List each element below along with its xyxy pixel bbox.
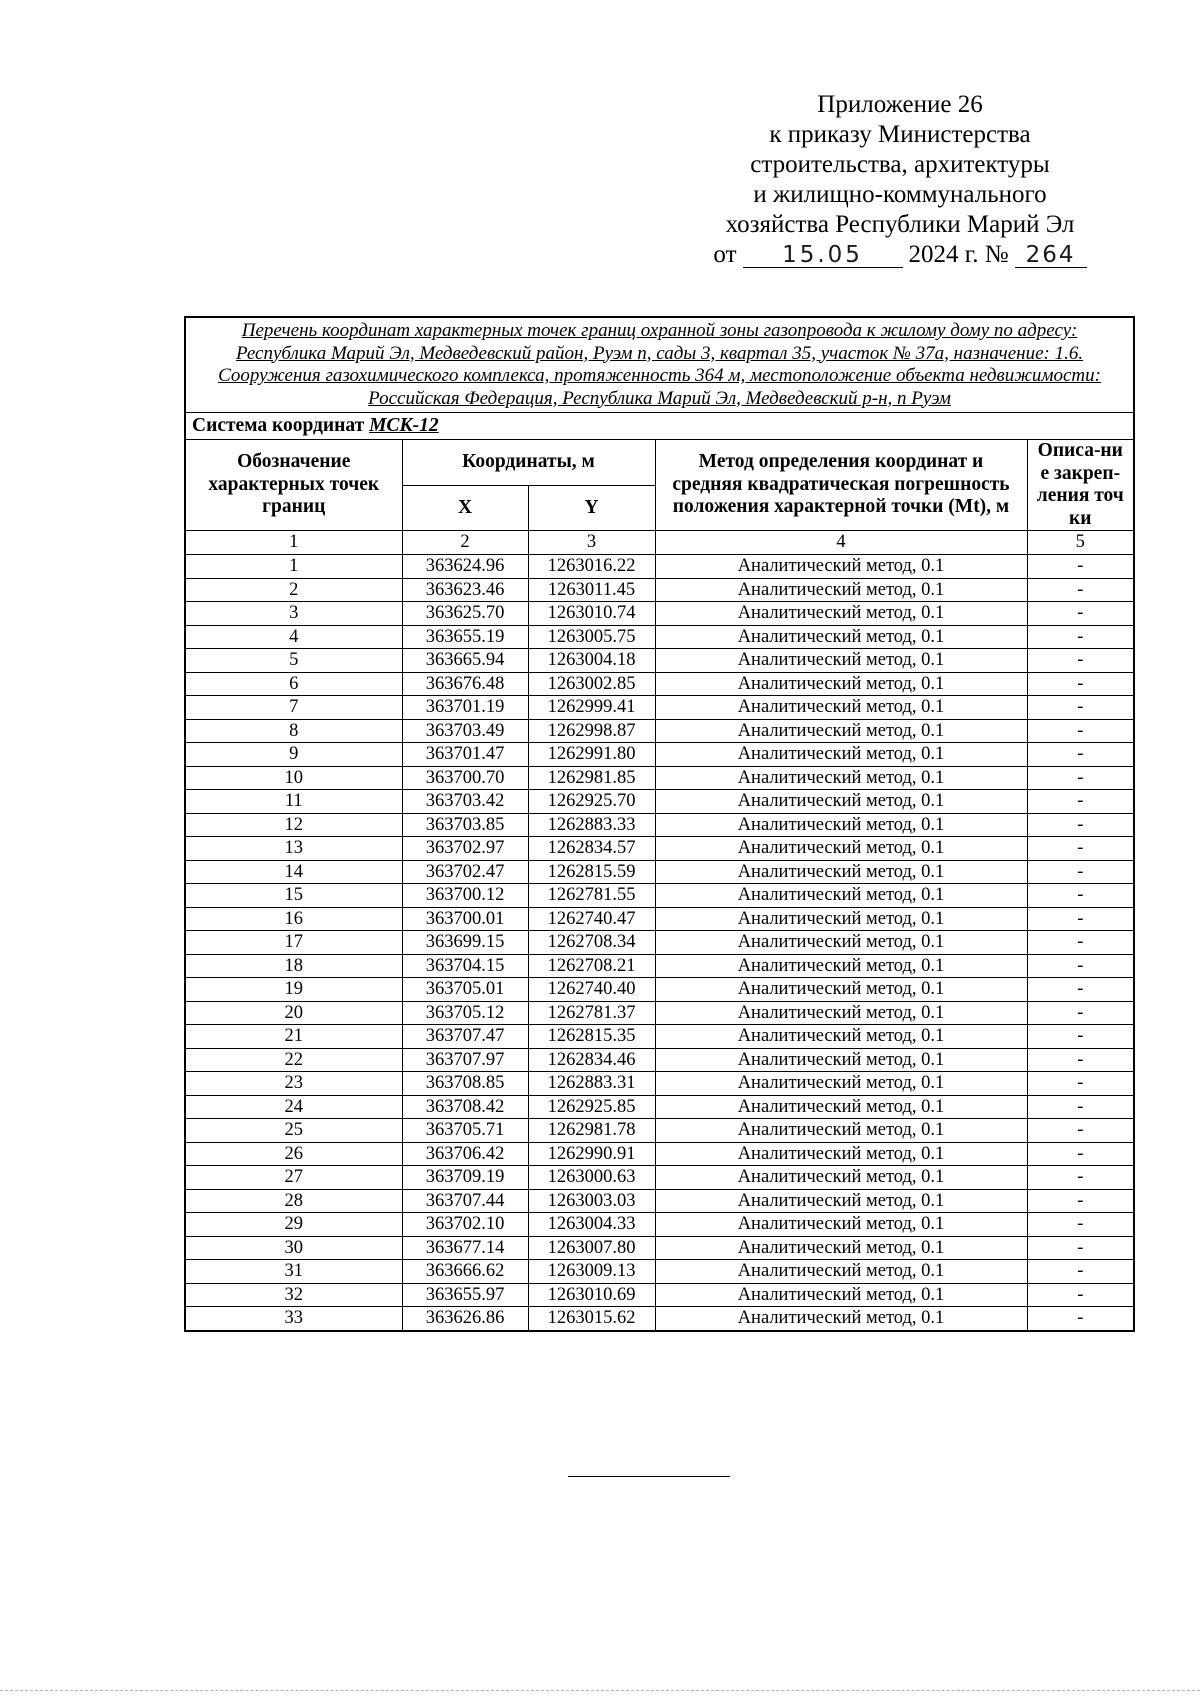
coordinates-table-body [185,555,1134,1331]
description-cell: - [1027,743,1134,767]
y-coordinate-cell: 1262990.91 [528,1142,655,1166]
point-id-cell: 4 [185,625,402,649]
point-id-cell: 9 [185,743,402,767]
method-cell: Аналитический метод, 0.1 [655,672,1027,696]
coordinate-system-row [185,413,1134,440]
point-id-cell: 33 [185,1307,402,1331]
x-coordinate-cell: 363706.42 [402,1142,528,1166]
description-cell: - [1027,578,1134,602]
scan-edge-line [0,1690,1200,1691]
column-number-row [185,531,1134,555]
x-coordinate-cell: 363700.01 [402,907,528,931]
y-coordinate-cell: 1262925.85 [528,1095,655,1119]
point-id-cell: 26 [185,1142,402,1166]
point-id-cell: 20 [185,1001,402,1025]
description-cell: - [1027,1283,1134,1307]
y-coordinate-cell: 1263005.75 [528,625,655,649]
table-row [185,1307,1134,1331]
table-row [185,719,1134,743]
x-coordinate-cell: 363624.96 [402,555,528,579]
method-cell: Аналитический метод, 0.1 [655,1307,1027,1331]
description-cell: - [1027,1001,1134,1025]
description-cell: - [1027,1213,1134,1237]
method-cell: Аналитический метод, 0.1 [655,1213,1027,1237]
method-cell: Аналитический метод, 0.1 [655,649,1027,673]
x-coordinate-cell: 363701.47 [402,743,528,767]
method-cell: Аналитический метод, 0.1 [655,790,1027,814]
y-coordinate-cell: 1262834.46 [528,1048,655,1072]
point-id-cell: 19 [185,978,402,1002]
y-coordinate-cell: 1263011.45 [528,578,655,602]
point-id-cell: 22 [185,1048,402,1072]
point-id-cell: 12 [185,813,402,837]
method-cell: Аналитический метод, 0.1 [655,978,1027,1002]
y-coordinate-cell: 1262708.21 [528,954,655,978]
x-coordinate-cell: 363676.48 [402,672,528,696]
point-id-cell: 25 [185,1119,402,1143]
description-cell: - [1027,1236,1134,1260]
appendix-title: Приложение 26 [817,91,983,118]
x-coordinate-cell: 363705.71 [402,1119,528,1143]
point-id-cell: 5 [185,649,402,673]
method-cell: Аналитический метод, 0.1 [655,743,1027,767]
description-cell: - [1027,672,1134,696]
x-coordinate-cell: 363703.42 [402,790,528,814]
ministry-line-2: и жилищно-коммунального [753,181,1047,208]
description-cell: - [1027,978,1134,1002]
point-id-cell: 30 [185,1236,402,1260]
y-coordinate-cell: 1262883.33 [528,813,655,837]
y-coordinate-cell: 1262998.87 [528,719,655,743]
method-cell: Аналитический метод, 0.1 [655,602,1027,626]
y-coordinate-cell: 1263010.69 [528,1283,655,1307]
table-row [185,766,1134,790]
coordinate-system-name: МСК-12 [369,414,439,436]
header-coordinates: Координаты, м [402,440,655,486]
header-method: Метод определения координат и средняя квадратическая погрешность положения характерной точки (Mt), м [655,440,1027,531]
y-coordinate-cell: 1263010.74 [528,602,655,626]
description-cell: - [1027,1189,1134,1213]
x-coordinate-cell: 363708.85 [402,1072,528,1096]
x-coordinate-cell: 363699.15 [402,931,528,955]
description-cell: - [1027,837,1134,861]
method-cell: Аналитический метод, 0.1 [655,884,1027,908]
header-designation: Обозначение характерных точек границ [185,440,402,531]
x-coordinate-cell: 363625.70 [402,602,528,626]
y-coordinate-cell: 1262883.31 [528,1072,655,1096]
y-coordinate-cell: 1263007.80 [528,1236,655,1260]
method-cell: Аналитический метод, 0.1 [655,696,1027,720]
x-coordinate-cell: 363665.94 [402,649,528,673]
table-row [185,1213,1134,1237]
method-cell: Аналитический метод, 0.1 [655,954,1027,978]
point-id-cell: 6 [185,672,402,696]
method-cell: Аналитический метод, 0.1 [655,931,1027,955]
method-cell: Аналитический метод, 0.1 [655,813,1027,837]
x-coordinate-cell: 363703.49 [402,719,528,743]
table-row [185,1189,1134,1213]
year-number-label: 2024 г. № [908,241,1009,268]
point-id-cell: 2 [185,578,402,602]
description-cell: - [1027,625,1134,649]
method-cell: Аналитический метод, 0.1 [655,1142,1027,1166]
table-row [185,743,1134,767]
method-cell: Аналитический метод, 0.1 [655,907,1027,931]
y-coordinate-cell: 1262999.41 [528,696,655,720]
table-row [185,1072,1134,1096]
x-coordinate-cell: 363623.46 [402,578,528,602]
order-date-number-line [690,240,1110,270]
point-id-cell: 8 [185,719,402,743]
table-row [185,1119,1134,1143]
description-cell: - [1027,1260,1134,1284]
table-row [185,1283,1134,1307]
method-cell: Аналитический метод, 0.1 [655,1119,1027,1143]
table-row [185,555,1134,579]
x-coordinate-cell: 363702.47 [402,860,528,884]
method-cell: Аналитический метод, 0.1 [655,766,1027,790]
y-coordinate-cell: 1262708.34 [528,931,655,955]
description-cell: - [1027,813,1134,837]
point-id-cell: 7 [185,696,402,720]
description-cell: - [1027,884,1134,908]
y-coordinate-cell: 1262815.59 [528,860,655,884]
coordinate-system-label: Система координат [192,414,365,436]
x-coordinate-cell: 363702.97 [402,837,528,861]
handwritten-order-number: 264 [1015,243,1087,268]
table-row [185,1142,1134,1166]
point-id-cell: 15 [185,884,402,908]
table-row [185,954,1134,978]
point-id-cell: 11 [185,790,402,814]
column-number: 5 [1027,531,1134,555]
point-id-cell: 3 [185,602,402,626]
table-row [185,837,1134,861]
table-row [185,1260,1134,1284]
point-id-cell: 18 [185,954,402,978]
point-id-cell: 14 [185,860,402,884]
point-id-cell: 29 [185,1213,402,1237]
method-cell: Аналитический метод, 0.1 [655,1236,1027,1260]
method-cell: Аналитический метод, 0.1 [655,578,1027,602]
description-cell: - [1027,696,1134,720]
x-coordinate-cell: 363702.10 [402,1213,528,1237]
table-row [185,602,1134,626]
point-id-cell: 23 [185,1072,402,1096]
method-cell: Аналитический метод, 0.1 [655,860,1027,884]
header-description: Описа-ние закреп-ления точки [1027,440,1134,531]
y-coordinate-cell: 1262834.57 [528,837,655,861]
y-coordinate-cell: 1262781.37 [528,1001,655,1025]
method-cell: Аналитический метод, 0.1 [655,1189,1027,1213]
y-coordinate-cell: 1263000.63 [528,1166,655,1190]
x-coordinate-cell: 363703.85 [402,813,528,837]
x-coordinate-cell: 363700.12 [402,884,528,908]
point-id-cell: 16 [185,907,402,931]
description-cell: - [1027,860,1134,884]
table-row [185,931,1134,955]
y-coordinate-cell: 1263004.18 [528,649,655,673]
table-row [185,1095,1134,1119]
y-coordinate-cell: 1262740.47 [528,907,655,931]
y-coordinate-cell: 1262740.40 [528,978,655,1002]
method-cell: Аналитический метод, 0.1 [655,837,1027,861]
x-coordinate-cell: 363700.70 [402,766,528,790]
table-caption: Перечень координат характерных точек границ охранной зоны газопровода к жилому дому по адресу: Республика Марий Эл, Медведевский район, Руэм п, сады 3, квартал 35, участок № 37а, назначение: 1.6. Сооружения газохимического комплекса, протяженность 364 м, местоположение объекта недвижимости: Российская Федерация, Республика Марий Эл, Медведевский р-н, п Руэм [185,317,1134,413]
method-cell: Аналитический метод, 0.1 [655,1260,1027,1284]
y-coordinate-cell: 1262781.55 [528,884,655,908]
x-coordinate-cell: 363666.62 [402,1260,528,1284]
description-cell: - [1027,555,1134,579]
order-reference-line: к приказу Министерства [769,121,1031,148]
table-row [185,696,1134,720]
description-cell: - [1027,954,1134,978]
method-cell: Аналитический метод, 0.1 [655,555,1027,579]
coordinates-table [184,316,1135,1332]
table-row [185,813,1134,837]
method-cell: Аналитический метод, 0.1 [655,625,1027,649]
y-coordinate-cell: 1263004.33 [528,1213,655,1237]
x-coordinate-cell: 363705.12 [402,1001,528,1025]
table-row [185,978,1134,1002]
table-row [185,1025,1134,1049]
description-cell: - [1027,790,1134,814]
x-coordinate-cell: 363704.15 [402,954,528,978]
y-coordinate-cell: 1263016.22 [528,555,655,579]
description-cell: - [1027,1072,1134,1096]
point-id-cell: 27 [185,1166,402,1190]
x-coordinate-cell: 363707.44 [402,1189,528,1213]
point-id-cell: 1 [185,555,402,579]
x-coordinate-cell: 363626.86 [402,1307,528,1331]
table-row [185,790,1134,814]
point-id-cell: 32 [185,1283,402,1307]
x-coordinate-cell: 363655.97 [402,1283,528,1307]
x-coordinate-cell: 363709.19 [402,1166,528,1190]
end-of-document-rule [568,1476,730,1477]
header-y: Y [528,485,655,531]
point-id-cell: 17 [185,931,402,955]
point-id-cell: 31 [185,1260,402,1284]
description-cell: - [1027,719,1134,743]
x-coordinate-cell: 363707.97 [402,1048,528,1072]
method-cell: Аналитический метод, 0.1 [655,1025,1027,1049]
document-heading [690,90,1110,270]
description-cell: - [1027,1119,1134,1143]
handwritten-date: 15.05 [743,243,903,268]
description-cell: - [1027,1048,1134,1072]
y-coordinate-cell: 1262815.35 [528,1025,655,1049]
table-row [185,1048,1134,1072]
point-id-cell: 21 [185,1025,402,1049]
x-coordinate-cell: 363655.19 [402,625,528,649]
y-coordinate-cell: 1263002.85 [528,672,655,696]
point-id-cell: 10 [185,766,402,790]
description-cell: - [1027,1025,1134,1049]
method-cell: Аналитический метод, 0.1 [655,1095,1027,1119]
y-coordinate-cell: 1262991.80 [528,743,655,767]
method-cell: Аналитический метод, 0.1 [655,719,1027,743]
description-cell: - [1027,931,1134,955]
point-id-cell: 28 [185,1189,402,1213]
description-cell: - [1027,602,1134,626]
x-coordinate-cell: 363701.19 [402,696,528,720]
description-cell: - [1027,1166,1134,1190]
column-number: 4 [655,531,1027,555]
table-row [185,884,1134,908]
y-coordinate-cell: 1262981.78 [528,1119,655,1143]
x-coordinate-cell: 363677.14 [402,1236,528,1260]
method-cell: Аналитический метод, 0.1 [655,1072,1027,1096]
column-number: 3 [528,531,655,555]
x-coordinate-cell: 363708.42 [402,1095,528,1119]
table-row [185,649,1134,673]
description-cell: - [1027,1307,1134,1331]
table-row [185,1236,1134,1260]
column-number: 2 [402,531,528,555]
column-number: 1 [185,531,402,555]
ministry-line-3: хозяйства Республики Марий Эл [725,211,1075,238]
method-cell: Аналитический метод, 0.1 [655,1283,1027,1307]
table-row [185,860,1134,884]
y-coordinate-cell: 1263003.03 [528,1189,655,1213]
table-row [185,1001,1134,1025]
date-prefix: от [713,241,737,268]
description-cell: - [1027,649,1134,673]
x-coordinate-cell: 363707.47 [402,1025,528,1049]
method-cell: Аналитический метод, 0.1 [655,1001,1027,1025]
y-coordinate-cell: 1262925.70 [528,790,655,814]
table-row [185,907,1134,931]
description-cell: - [1027,1142,1134,1166]
table-row [185,578,1134,602]
description-cell: - [1027,1095,1134,1119]
ministry-line-1: строительства, архитектуры [750,151,1050,178]
description-cell: - [1027,907,1134,931]
description-cell: - [1027,766,1134,790]
x-coordinate-cell: 363705.01 [402,978,528,1002]
method-cell: Аналитический метод, 0.1 [655,1048,1027,1072]
point-id-cell: 13 [185,837,402,861]
point-id-cell: 24 [185,1095,402,1119]
y-coordinate-cell: 1262981.85 [528,766,655,790]
table-row [185,672,1134,696]
table-row [185,625,1134,649]
table-row [185,1166,1134,1190]
y-coordinate-cell: 1263009.13 [528,1260,655,1284]
header-x: X [402,485,528,531]
method-cell: Аналитический метод, 0.1 [655,1166,1027,1190]
y-coordinate-cell: 1263015.62 [528,1307,655,1331]
